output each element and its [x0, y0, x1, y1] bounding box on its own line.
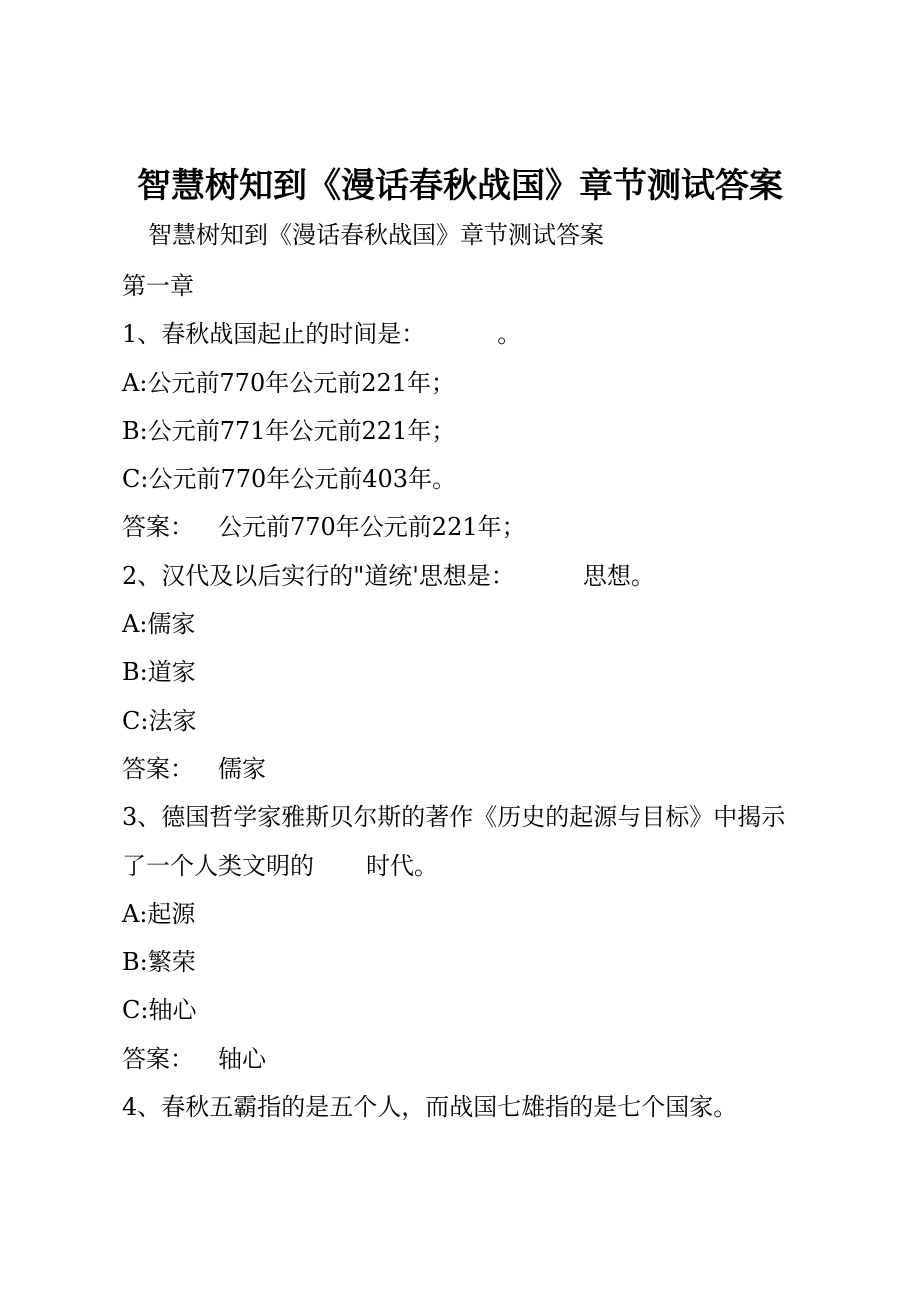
question-4: 4、春秋五霸指的是五个人，而战国七雄指的是七个国家。: [122, 1093, 738, 1122]
question-1-option-a: A:公元前770年公元前221年；: [122, 368, 456, 397]
question-2: [122, 552, 812, 600]
answer-label: 答案：: [122, 754, 194, 783]
document-subtitle: 智慧树知到《漫话春秋战国》章节测试答案: [148, 221, 604, 249]
question-3-suffix: 时代。: [366, 851, 438, 880]
chapter-heading: 第一章: [122, 272, 194, 300]
question-3-text: 了一个人类文明的: [122, 851, 314, 880]
question-2-option-c: C:法家: [122, 706, 197, 735]
question-2-suffix: 思想。: [582, 561, 655, 590]
question-1-answer: [122, 503, 812, 551]
question-3-line-2: [122, 842, 812, 890]
question-1-text: 1、春秋战国起止的时间是：: [122, 320, 426, 349]
answer-value: 儒家: [218, 754, 266, 783]
document-body: [122, 262, 812, 1131]
document-title: 智慧树知到《漫话春秋战国》章节测试答案: [137, 166, 783, 206]
question-1: [122, 310, 812, 358]
question-2-option-a: A:儒家: [122, 610, 196, 639]
question-3-option-c: C:轴心: [122, 996, 197, 1025]
answer-label: 答案：: [122, 1044, 194, 1073]
question-2-answer: [122, 745, 812, 793]
question-3-line-1: 3、德国哲学家雅斯贝尔斯的著作《历史的起源与目标》中揭示: [122, 803, 786, 832]
answer-label: 答案：: [122, 513, 194, 542]
answer-value: 轴心: [218, 1044, 266, 1073]
question-1-suffix: 。: [497, 320, 522, 349]
question-3-answer: [122, 1035, 812, 1083]
question-2-option-b: B:道家: [122, 658, 196, 687]
question-3-option-a: A:起源: [122, 899, 196, 928]
question-3-option-b: B:繁荣: [122, 948, 196, 977]
question-2-text: 2、汉代及以后实行的"道统'思想是：: [122, 561, 515, 590]
question-1-option-b: B:公元前771年公元前221年；: [122, 416, 456, 445]
question-1-option-c: C:公元前770年公元前403年。: [122, 465, 457, 494]
answer-value: 公元前770年公元前221年；: [218, 513, 526, 542]
